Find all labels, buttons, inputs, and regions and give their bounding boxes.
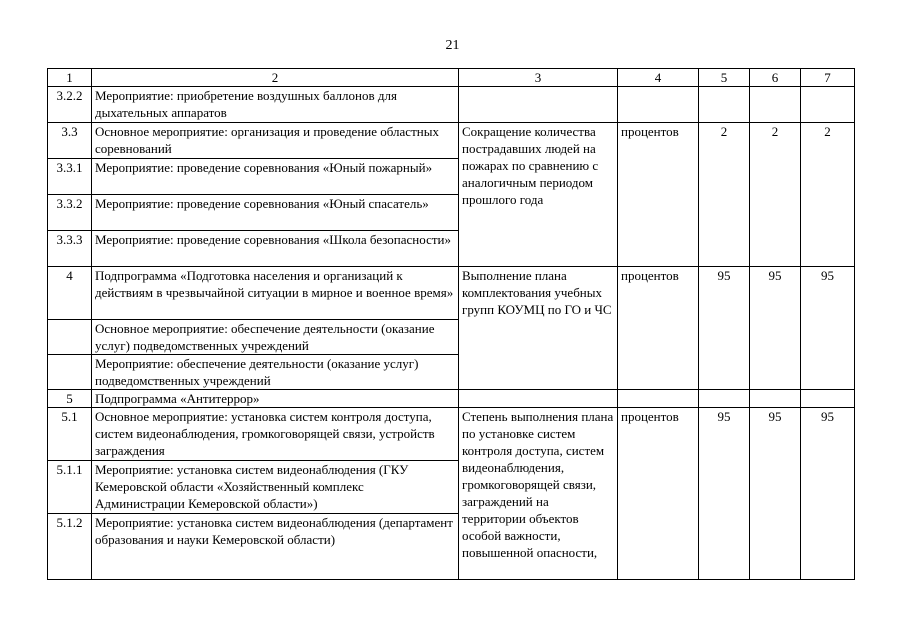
value-cell (699, 87, 750, 123)
row-number: 4 (48, 267, 92, 320)
table-row (48, 123, 855, 159)
row-number: 5 (48, 390, 92, 408)
header-cell: 7 (801, 69, 855, 87)
indicators-table (47, 68, 855, 580)
value-cell (801, 390, 855, 408)
table-row (48, 267, 855, 320)
row-number: 3.3.3 (48, 231, 92, 267)
indicator-cell (459, 87, 618, 123)
value-cell (750, 87, 801, 123)
value-cell: 2 (750, 123, 801, 267)
value-cell (750, 390, 801, 408)
row-name: Основное мероприятие: установка систем контроля доступа, систем видеонаблюдения, громкоговорящей связи, устройств заграждения (92, 408, 459, 461)
row-name: Мероприятие: обеспечение деятельности (оказание услуг) подведомственных учреждений (92, 355, 459, 390)
page-number: 21 (445, 38, 460, 53)
row-name: Основное мероприятие: обеспечение деятельности (оказание услуг) подведомственных учреждений (92, 320, 459, 355)
row-number: 5.1.2 (48, 514, 92, 580)
indicator-cell (459, 390, 618, 408)
row-name: Мероприятие: проведение соревнования «Юный пожарный» (92, 159, 459, 195)
indicator-cell: Выполнение плана комплектования учебных групп КОУМЦ по ГО и ЧС (459, 267, 618, 390)
value-cell: 95 (699, 408, 750, 580)
row-number: 5.1.1 (48, 461, 92, 514)
row-number: 3.3 (48, 123, 92, 159)
header-cell: 6 (750, 69, 801, 87)
table-row (48, 408, 855, 461)
header-cell: 5 (699, 69, 750, 87)
value-cell: 2 (801, 123, 855, 267)
header-cell: 4 (618, 69, 699, 87)
table-header-row (48, 69, 855, 87)
unit-cell: процентов (618, 123, 699, 267)
row-name: Мероприятие: приобретение воздушных баллонов для дыхательных аппаратов (92, 87, 459, 123)
value-cell: 95 (750, 267, 801, 390)
indicator-cell: Сокращение количества пострадавших людей на пожарах по сравнению с аналогичным периодом прошлого года (459, 123, 618, 267)
table-row (48, 390, 855, 408)
row-number (48, 355, 92, 390)
row-name: Подпрограмма «Антитеррор» (92, 390, 459, 408)
row-name: Мероприятие: проведение соревнования «Юный спасатель» (92, 195, 459, 231)
row-number: 3.2.2 (48, 87, 92, 123)
row-name: Подпрограмма «Подготовка населения и организаций к действиям в чрезвычайной ситуации в мирное и военное время» (92, 267, 459, 320)
value-cell: 2 (699, 123, 750, 267)
header-cell: 2 (92, 69, 459, 87)
row-name: Мероприятие: установка систем видеонаблюдения (департамент образования и науки Кемеровской области) (92, 514, 459, 580)
row-name: Мероприятие: проведение соревнования «Школа безопасности» (92, 231, 459, 267)
value-cell (801, 87, 855, 123)
header-cell: 1 (48, 69, 92, 87)
value-cell: 95 (801, 408, 855, 580)
row-number: 3.3.2 (48, 195, 92, 231)
value-cell: 95 (801, 267, 855, 390)
unit-cell: процентов (618, 267, 699, 390)
value-cell (699, 390, 750, 408)
table-row (48, 87, 855, 123)
value-cell: 95 (699, 267, 750, 390)
header-cell: 3 (459, 69, 618, 87)
unit-cell (618, 87, 699, 123)
unit-cell (618, 390, 699, 408)
row-number: 5.1 (48, 408, 92, 461)
row-name: Основное мероприятие: организация и проведение областных соревнований (92, 123, 459, 159)
value-cell: 95 (750, 408, 801, 580)
row-number (48, 320, 92, 355)
indicator-cell: Степень выполнения плана по установке систем контроля доступа, систем видеонаблюдения, громкоговорящей связи, заграждений на территории объектов особой важности, повышенной опасности, (459, 408, 618, 580)
row-number: 3.3.1 (48, 159, 92, 195)
row-name: Мероприятие: установка систем видеонаблюдения (ГКУ Кемеровской области «Хозяйственный комплекс Администрации Кемеровской области») (92, 461, 459, 514)
unit-cell: процентов (618, 408, 699, 580)
